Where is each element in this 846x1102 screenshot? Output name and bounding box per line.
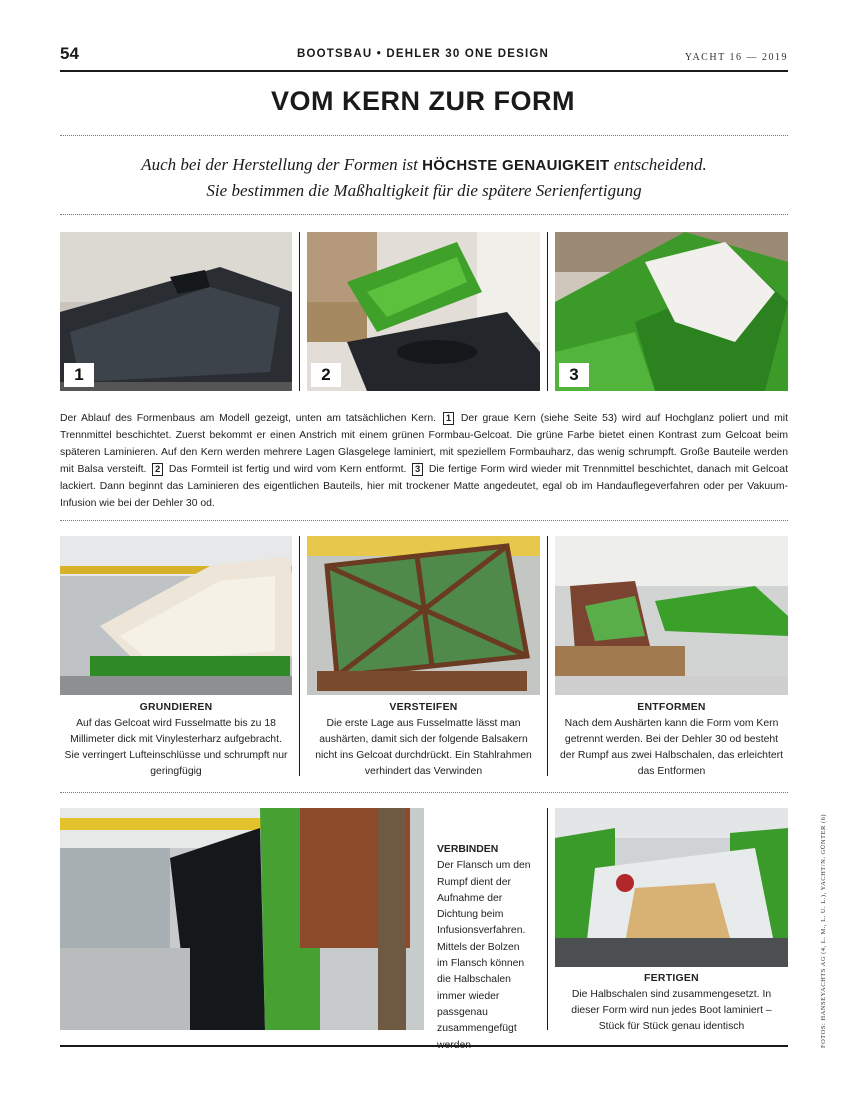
column-rule xyxy=(299,536,300,776)
subtitle xyxy=(60,152,788,203)
photo-green-mould xyxy=(555,232,788,391)
ref-number: 2 xyxy=(152,463,163,476)
ref-number: 3 xyxy=(412,463,423,476)
caption-verbinden xyxy=(437,842,533,1054)
article-title: VOM KERN ZUR FORM xyxy=(271,86,575,116)
caption-text: Die erste Lage aus Fusselmatte lässt man aushärten, damit sich der folgende Balsakern nicht ins Gelcoat durchdrückt. Ein Stahlrahmen verhindert das Verwinden xyxy=(315,718,532,777)
photo-entformen xyxy=(555,536,788,695)
photo-number: 2 xyxy=(311,363,341,387)
divider xyxy=(60,214,788,215)
photo-credit: FOTOS: HANSEYACHTS AG (4, L. M., L. U. L.), YACHT/N. GÜNTER (6) xyxy=(820,813,827,1048)
photo-number: 1 xyxy=(64,363,94,387)
subtitle-line2: Sie bestimmen die Maßhaltigkeit für die spätere Serienfertigung xyxy=(206,181,642,200)
caption-heading: FERTIGEN xyxy=(644,973,699,984)
caption-versteifen xyxy=(309,700,538,780)
subtitle-line1-post: entscheidend. xyxy=(613,155,707,174)
caption-heading: VERBINDEN xyxy=(437,844,499,855)
photo-model-core xyxy=(60,232,292,391)
section-title: BOOTSBAU • DEHLER 30 ONE DESIGN xyxy=(296,48,550,60)
divider xyxy=(60,520,788,521)
body-part: Die fertige Form wird wieder mit Trennmittel beschichtet, danach mit Gelcoat lackiert. Dann beginnt das Laminieren des eigentlichen Bauteils, hier mit trockener Matte angedeutet, egal ob im Handauflegeverfahren oder per Vakuum-Infusion wie bei der Dehler 30 od. xyxy=(60,464,788,509)
caption-heading: VERSTEIFEN xyxy=(389,702,458,713)
footer-rule xyxy=(60,1045,788,1047)
caption-fertigen xyxy=(557,971,786,1035)
photo-versteifen xyxy=(307,536,540,695)
caption-entformen xyxy=(557,700,786,780)
caption-heading: ENTFORMEN xyxy=(637,702,706,713)
column-rule xyxy=(547,232,548,391)
caption-heading: GRUNDIEREN xyxy=(139,702,213,713)
subtitle-emphasis: HÖCHSTE GENAUIGKEIT xyxy=(422,157,610,174)
column-rule xyxy=(547,808,548,1030)
divider xyxy=(60,792,788,793)
ref-number: 1 xyxy=(443,412,454,425)
body-part: Der graue Kern (siehe Seite 53) wird auf Hochglanz poliert und mit Trennmittel beschichtet. Zuerst bekommt er einen Anstrich mit einem grünen Formbau-Gelcoat. Die grüne Farbe bietet einen Kontrast zum Gelcoat beim späteren Laminieren. Auf den Kern werden mehrere Lagen Glasgelege laminiert, mit speziellem Formbauharz, das wenig schrumpft. Große Bauteile werden mit Balsa versteift. xyxy=(60,413,788,475)
page-number: 54 xyxy=(60,44,79,63)
photo-verbinden xyxy=(60,808,424,1030)
body-part: Das Formteil ist fertig und wird vom Kern entformt. xyxy=(168,464,407,475)
caption-text: Nach dem Aushärten kann die Form vom Kern getrennt werden. Bei der Dehler 30 od besteht der Rumpf aus zwei Halbschalen, das erleichtert das Entformen xyxy=(560,718,783,777)
issue-label: YACHT 16 — 2019 xyxy=(684,52,788,63)
photo-fertigen xyxy=(555,808,788,967)
subtitle-line1-pre: Auch bei der Herstellung der Formen ist xyxy=(141,155,418,174)
caption-text: Die Halbschalen sind zusammengesetzt. In dieser Form wird nun jedes Boot laminiert – Stück für Stück genau identisch xyxy=(571,989,772,1032)
column-rule xyxy=(547,536,548,776)
photo-green-part xyxy=(307,232,540,391)
body-part: Der Ablauf des Formenbaus am Modell gezeigt, unten am tatsächlichen Kern. xyxy=(60,413,437,424)
photo-grundieren xyxy=(60,536,292,695)
photo-number: 3 xyxy=(559,363,589,387)
divider xyxy=(60,135,788,136)
caption-text: Der Flansch um den Rumpf dient der Aufnahme der Dichtung beim Infusionsverfahren. Mittels der Bolzen im Flansch können die Halbschalen immer wieder passgenau zusammengefügt werden xyxy=(437,860,531,1051)
caption-text: Auf das Gelcoat wird Fusselmatte bis zu 18 Millimeter dick mit Vinylesterharz aufgebracht. Sie verringert Lufteinschlüsse und schrumpft nur geringfügig xyxy=(64,718,288,777)
body-text xyxy=(60,410,788,512)
column-rule xyxy=(299,232,300,391)
header-rule xyxy=(60,70,788,72)
caption-grundieren xyxy=(62,700,290,780)
